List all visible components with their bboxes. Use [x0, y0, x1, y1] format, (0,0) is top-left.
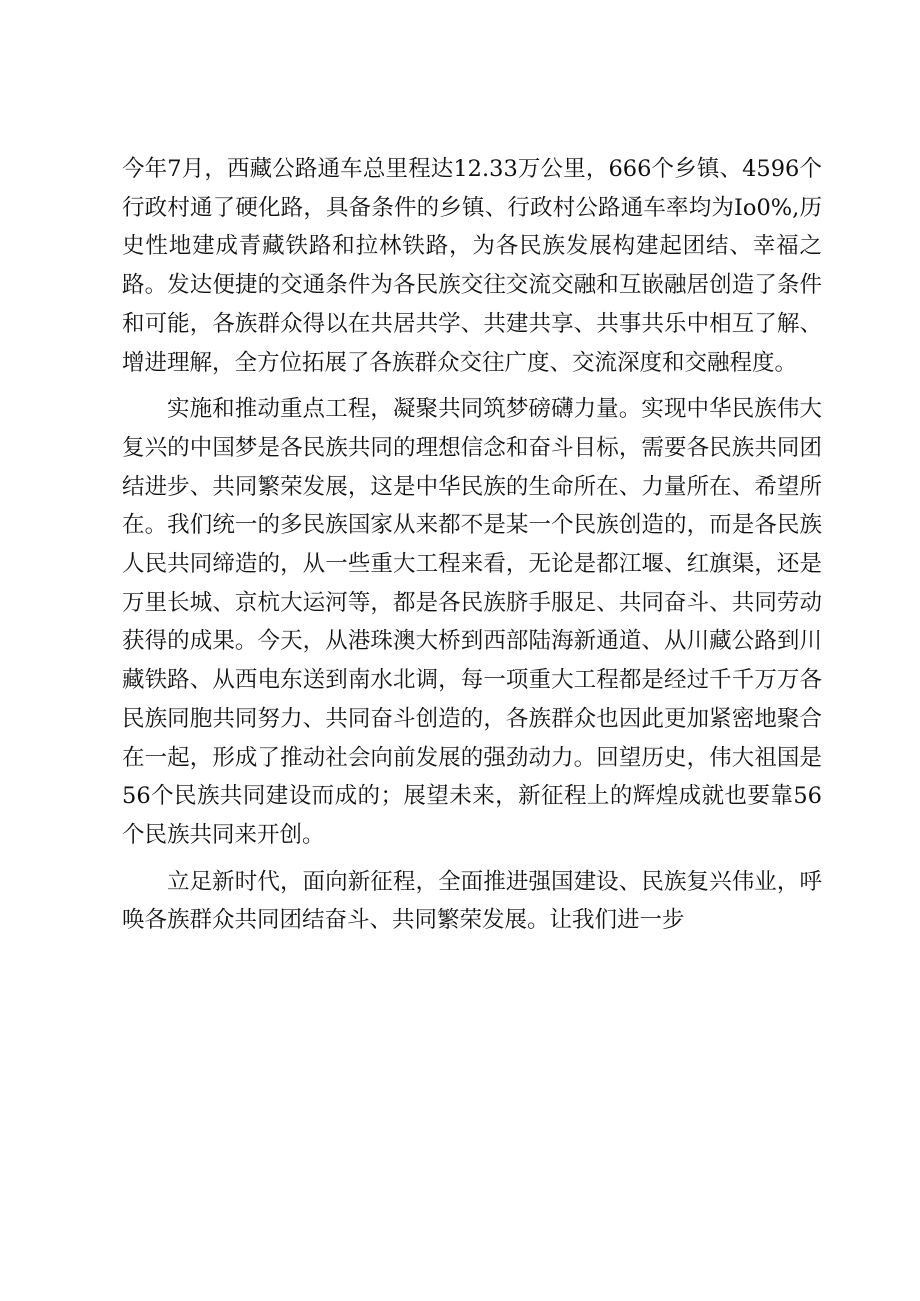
paragraph-transport: 今年7月，西藏公路通车总里程达12.33万公里，666个乡镇、4596个行政村通了硬化路，具备条件的乡镇、行政村公路通车率均为Io0%,历史性地建成青藏铁路和拉林铁路，为各民族发展构建起团结、幸福之路。发达便捷的交通条件为各民族交往交流交融和互嵌融居创造了条件和可能，各族群众得以在共居共学、共建共享、共事共乐中相互了解、增进理解，全方位拓展了各族群众交往广度、交流深度和交融程度。: [122, 156, 822, 376]
paragraph-key-projects: 实施和推动重点工程，凝聚共同筑梦磅礴力量。实现中华民族伟大复兴的中国梦是各民族共同的理想信念和奋斗目标，需要各民族共同团结进步、共同繁荣发展，这是中华民族的生命所在、力量所在、希望所在。我们统一的多民族国家从来都不是某一个民族创造的，而是各民族人民共同缔造的，从一些重大工程来看，无论是都江堰、红旗渠，还是万里长城、京杭大运河等，都是各民族脐手服足、共同奋斗、共同劳动获得的成果。今天，从港珠澳大桥到西部陆海新通道、从川藏公路到川藏铁路、从西电东送到南水北调，每一项重大工程都是经过千千万万各民族同胞共同努力、共同奋斗创造的，各族群众也因此更加紧密地聚合在一起，形成了推动社会向前发展的强劲动力。回望历史，伟大祖国是56个民族共同建设而成的；展望未来，新征程上的辉煌成就也要靠56个民族共同来开创。: [122, 396, 822, 848]
paragraph-new-era: 立足新时代，面向新征程，全面推进强国建设、民族复兴伟业，呼唤各族群众共同团结奋斗、共同繁荣发展。让我们进一步: [122, 868, 822, 934]
document-body: [122, 150, 822, 948]
